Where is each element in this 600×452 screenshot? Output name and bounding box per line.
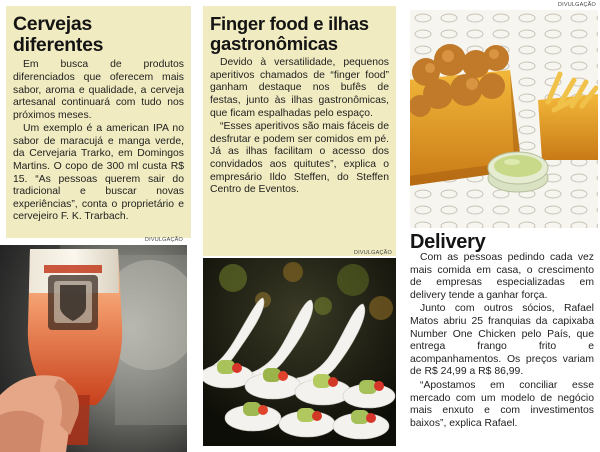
column-cervejas — [0, 0, 197, 452]
photo-credit: DIVULGAÇÃO — [557, 2, 596, 8]
column-delivery — [402, 0, 600, 452]
beer-glass-image — [0, 245, 187, 452]
photo-credit: DIVULGAÇÃO — [144, 237, 183, 243]
headline-cervejas: Cervejas diferentes — [13, 13, 104, 56]
paragraph: Junto com outros sócios, Rafael Matos abriu 25 franquias da capixaba Number One Chicken pelo País, que entrega frango frito e acompanhamentos. Os preços variam de R$ 24,99 a R$ 86,99. — [410, 303, 594, 378]
article-delivery — [410, 252, 594, 430]
paragraph: Um exemplo é a american IPA no sabor de maracujá e manga verde, da Cervejaria Trarko, em Domingos Martins. O copo de 300 ml custa R$ 15. “As pessoas querem sair do tradicional e buscar novas experiências”, conta o proprietário e cervejeiro F. K. Trarbach. — [13, 123, 184, 223]
appetizer-spoons-image — [203, 258, 396, 446]
fried-chicken-photo — [410, 10, 598, 228]
paragraph: Com as pessoas pedindo cada vez mais comida em casa, o crescimento de empresas especializadas em delivery tende a ganhar força. — [410, 252, 594, 301]
beer-glass-photo — [0, 245, 187, 452]
headline-finger-food: Finger food e ilhas gastronômicas — [210, 13, 369, 54]
paragraph: Devido à versatilidade, pequenos aperitivos chamados de “finger food” ganham destaque nos bufês de festas, junto às ilhas gastronômicas, que ficam espalhadas pelo espaço. — [210, 57, 389, 119]
paragraph: “Apostamos em conciliar esse mercado com um modelo de negócio mais enxuto e com investimentos baixos”, explica Rafael. — [410, 379, 594, 429]
article-finger-food — [203, 6, 396, 256]
finger-food-photo — [203, 258, 396, 446]
column-finger-food — [197, 0, 402, 452]
paragraph: “Esses aperitivos são mais fáceis de desfrutar e podem ser comidos em pé. Já as ilhas facilitam o acesso dos convidados aos quitutes”, explica o empresário Ildo Steffen, do Steffen Centro de Eventos. — [210, 121, 389, 196]
headline-delivery: Delivery — [410, 231, 486, 253]
article-cervejas — [6, 6, 191, 238]
fried-chicken-image — [410, 10, 598, 228]
paragraph: Em busca de produtos diferenciados que oferecem mais sabor, aroma e qualidade, a cerveja artesanal continuará com tudo nos próximos meses. — [13, 59, 184, 121]
photo-credit: DIVULGAÇÃO — [353, 250, 392, 256]
